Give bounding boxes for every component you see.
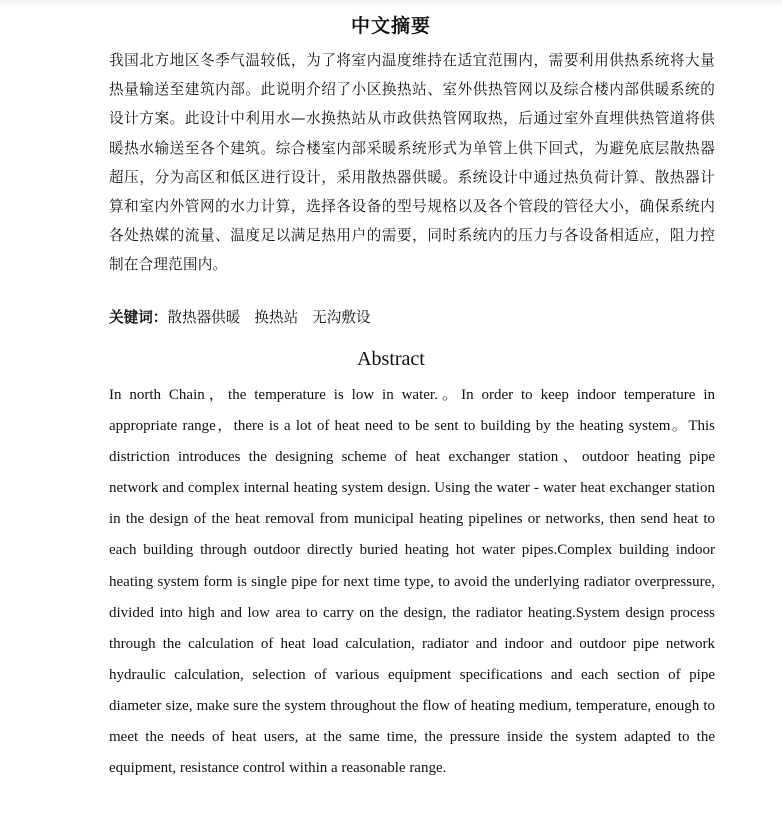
- keywords-label: 关键词：: [109, 309, 168, 326]
- keyword-item: 换热站: [254, 309, 299, 326]
- keyword-item: 散热器供暖: [167, 309, 241, 326]
- keyword-item: 无沟敷设: [312, 309, 371, 326]
- chinese-abstract-body: 我国北方地区冬季气温较低，为了将室内温度维持在适宜范围内，需要利用供热系统将大量热量输送至建筑内部。此说明介绍了小区换热站、室外供热管网以及综合楼内部供暖系统的设计方案。此设计中利用水—水换热站从市政供热管网取热，后通过室外直埋供热管道将供暖热水输送至各个建筑。综合楼室内部采暖系统形式为单管上供下回式，为避免底层散热器超压，分为高区和低区进行设计，采用散热器供暖。系统设计中通过热负荷计算、散热器计算和室内外管网的水力计算，选择各设备的型号规格以及各个管段的管径大小，确保系统内各处热媒的流量、温度足以满足热用户的需要，同时系统内的压力与各设备相适应，阻力控制在合理范围内。: [109, 52, 715, 274]
- english-abstract-title: Abstract: [357, 348, 425, 370]
- chinese-keywords: [109, 304, 715, 332]
- page-top-edge: [0, 0, 782, 6]
- chinese-abstract-title: 中文摘要: [350, 15, 431, 37]
- english-abstract-body: In north Chain，the temperature is low in water.。In order to keep indoor temperature in appropriate range，there is a lot of heat need to be sent to building by the heating system。This distriction introduces the designing scheme of heat exchanger station、outdoor heating pipe network and complex internal heating system design. Using the water - water heat exchanger station in the design of the heat removal from municipal heating pipelines or networks, then send heat to each building through outdoor directly buried heating hot water pipes.Complex building indoor heating system form is single pipe for next time type, to avoid the underlying radiator overpressure, divided into high and low area to carry on the design, the radiator heating.System design process through the calculation of heat load calculation, radiator and indoor and outdoor pipe network hydraulic calculation, selection of various equipment specifications and each section of pipe diameter size, make sure the system throughout the flow of heating medium, temperature, enough to meet the needs of heat users, at the same time, the pressure inside the system adapted to the equipment, resistance control within a reasonable range.: [109, 387, 715, 777]
